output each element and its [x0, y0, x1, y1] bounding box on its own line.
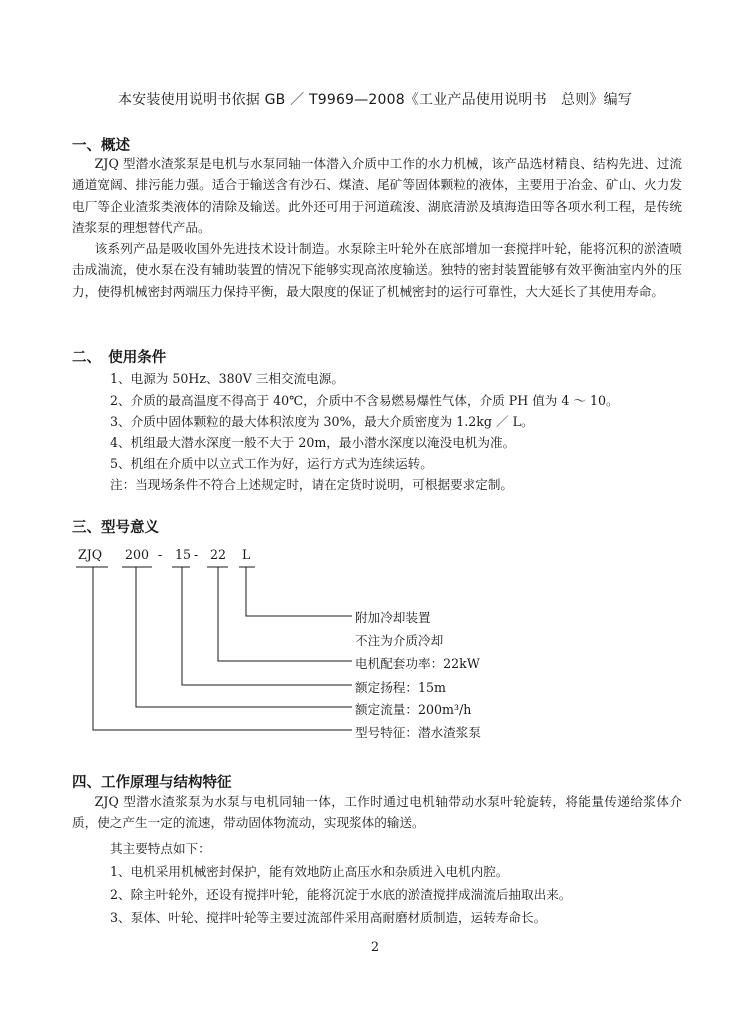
label-cooling: 附加冷却装置 [355, 610, 431, 625]
section-4-paragraph-1: ZJQ 型潜水渣浆泵为水泵与电机同轴一体，工作时通过电机轴带动水泵叶轮旋转，将能量传递给浆体介质，使之产生一定的流速，带动固体物流动，实现浆体的输送。 [72, 794, 682, 831]
model-code-power: 22 [210, 547, 227, 562]
feature-item-1: 1、电机采用机械密封保护，能有效地防止高压水和杂质进入电机内腔。 [110, 864, 509, 879]
features-intro: 其主要特点如下： [110, 841, 211, 856]
section-4-heading: 四、工作原理与结构特征 [72, 775, 232, 791]
label-cooling-note: 不注为介质冷却 [355, 633, 444, 648]
condition-item-2: 2、介质的最高温度不得高于 40℃，介质中不含易燃易爆性气体，介质 PH 值为 4 ～ 10。 [110, 393, 619, 408]
condition-item-5: 5、机组在介质中以立式工作为好，运行方式为连续运转。 [110, 456, 433, 471]
leader-head [182, 567, 352, 685]
condition-item-1: 1、电源为 50Hz、380V 三相交流电源。 [110, 371, 344, 386]
label-head: 额定扬程：15m [355, 680, 446, 695]
model-code-series: ZJQ [78, 547, 103, 562]
model-code-flow: 200 [125, 547, 150, 562]
model-code-cooling: L [242, 547, 251, 562]
leader-power [218, 567, 352, 661]
leader-cooling [246, 567, 352, 616]
condition-item-4: 4、机组最大潜水深度一般不大于 20m，最小潜水深度以淹没电机为准。 [110, 435, 516, 450]
label-motor-power: 电机配套功率：22kW [355, 656, 480, 671]
section-1-paragraph-1: ZJQ 型潜水渣浆泵是电机与水泵同轴一体潜入介质中工作的水力机械，该产品选材精良、结构先进、过流通道宽阔、排污能力强。适合于输送含有沙石、煤渣、尾矿等固体颗粒的液体，主要用于冶金、矿山、火力发电厂等企业渣浆类液体的清除及输送。此外还可用于河道疏浚、湖底清淤及填海造田等各项水利工程，是传统渣浆泵的理想替代产品。 [72, 156, 682, 236]
document-standard-header: 本安装使用说明书依据 GB ／ T9969—2008《工业产品使用说明书 总则》编写 [117, 92, 632, 108]
leader-flow [136, 567, 352, 707]
condition-item-3: 3、介质中固体颗粒的最大体积浓度为 30%，最大介质密度为 1.2kg ／ L。 [110, 414, 534, 429]
condition-note: 注：当现场条件不符合上述规定时，请在定货时说明，可根据要求定制。 [110, 477, 513, 492]
page-number: 2 [370, 940, 380, 955]
feature-item-3: 3、泵体、叶轮、搅拌叶轮等主要过流部件采用高耐磨材质制造，运转寿命长。 [110, 910, 547, 925]
feature-item-2: 2、除主叶轮外，还设有搅拌叶轮，能将沉淀于水底的淤渣搅拌成湍流后抽取出来。 [110, 887, 572, 902]
model-code-separator-2: - [194, 547, 199, 562]
model-code-separator-1: - [158, 547, 163, 562]
section-2-heading: 二、 使用条件 [72, 350, 167, 366]
label-flow: 额定流量：200m³/h [355, 702, 472, 717]
section-3-heading: 三、型号意义 [72, 520, 159, 536]
label-model: 型号特征：潜水渣浆泵 [355, 725, 481, 740]
leader-model [93, 567, 352, 730]
section-1-paragraph-2: 该系列产品是吸收国外先进技术设计制造。水泵除主叶轮外在底部增加一套搅拌叶轮，能将沉积的淤渣喷击成湍流，使水泵在没有辅助装置的情况下能够实现高浓度输送。独特的密封装置能够有效平衡油室内外的压力，使得机械密封两端压力保持平衡，最大限度的保证了机械密封的运行可靠性，大大延长了其使用寿命。 [72, 241, 682, 299]
model-code-head: 15 [175, 547, 192, 562]
section-1-heading: 一、概述 [72, 138, 130, 154]
